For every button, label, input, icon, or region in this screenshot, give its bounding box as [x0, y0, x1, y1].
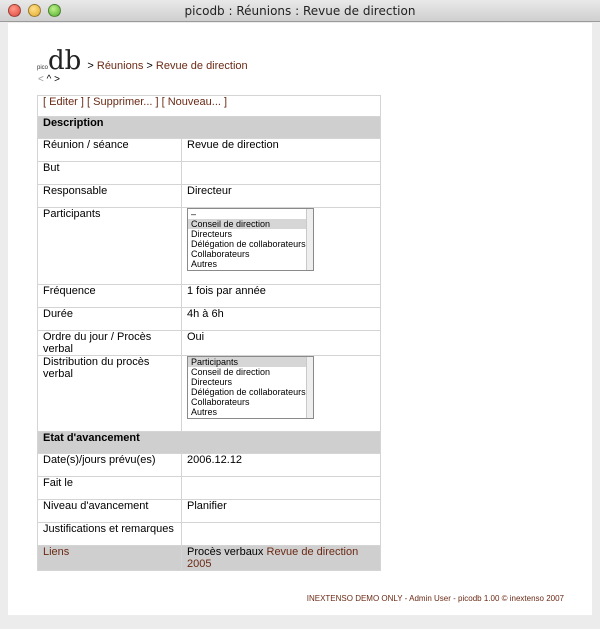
window-title: picodb : Réunions : Revue de direction: [184, 4, 416, 18]
listbox-option[interactable]: Directeurs: [191, 377, 233, 387]
field-row-participants: [38, 208, 381, 285]
field-label: Ordre du jour / Procès verbal: [38, 331, 182, 356]
section-title: Description: [38, 117, 381, 139]
field-value: 1 fois par année: [182, 285, 381, 308]
header-breadcrumb: [37, 48, 248, 74]
field-value: 2006.12.12: [182, 454, 381, 477]
field-label: Fréquence: [38, 285, 182, 308]
actions-row: [38, 96, 381, 117]
record-navigation: [38, 74, 60, 85]
field-value: Oui: [182, 331, 381, 356]
field-value: [182, 477, 381, 500]
up-record-link[interactable]: ^: [46, 74, 52, 85]
field-value: 4h à 6h: [182, 308, 381, 331]
field-label: Durée: [38, 308, 182, 331]
delete-link[interactable]: [ Supprimer... ]: [87, 96, 159, 108]
field-row-distribution: [38, 356, 381, 432]
breadcrumb-current[interactable]: Revue de direction: [155, 60, 248, 72]
field-row-niveau: [38, 500, 381, 523]
field-label: Fait le: [38, 477, 182, 500]
listbox-scrollbar[interactable]: [306, 209, 313, 270]
field-row-justifications: [38, 523, 381, 546]
field-row-but: [38, 162, 381, 185]
field-row-ordre: [38, 331, 381, 356]
field-label: But: [38, 162, 182, 185]
section-title: Etat d'avancement: [38, 432, 381, 454]
field-label: Niveau d'avancement: [38, 500, 182, 523]
title-bar: [0, 0, 600, 22]
listbox-option[interactable]: Délégation de collaborateurs: [191, 239, 306, 249]
field-label: Justifications et remarques: [38, 523, 182, 546]
listbox-option[interactable]: Conseil de direction: [188, 219, 313, 229]
listbox-option[interactable]: –: [191, 209, 197, 219]
listbox-option[interactable]: Collaborateurs: [191, 249, 250, 259]
field-label: Responsable: [38, 185, 182, 208]
field-row-duree: [38, 308, 381, 331]
field-label: Distribution du procès verbal: [38, 356, 182, 432]
breadcrumb-reunions-link[interactable]: Réunions: [96, 60, 144, 72]
participants-listbox[interactable]: [187, 208, 314, 271]
field-label: Réunion / séance: [38, 139, 182, 162]
field-row-reunion: [38, 139, 381, 162]
breadcrumb-separator: >: [87, 60, 94, 72]
listbox-option[interactable]: Délégation de collaborateurs: [191, 387, 306, 397]
field-value: [182, 162, 381, 185]
edit-link[interactable]: [ Editer ]: [43, 96, 84, 108]
field-row-fait-le: [38, 477, 381, 500]
field-row-responsable: [38, 185, 381, 208]
field-value: Directeur: [182, 185, 381, 208]
listbox-scrollbar[interactable]: [306, 357, 313, 418]
field-value: Planifier: [182, 500, 381, 523]
logo-db[interactable]: db: [48, 46, 82, 76]
listbox-option[interactable]: Participants: [188, 357, 313, 367]
field-value: Revue de direction: [182, 139, 381, 162]
footer-text: INEXTENSO DEMO ONLY - Admin User - picodb 1.00 © inextenso 2007: [306, 594, 564, 603]
links-label: Liens: [38, 546, 182, 571]
links-prefix: Procès verbaux: [187, 546, 264, 558]
field-row-frequence: [38, 285, 381, 308]
listbox-option[interactable]: Collaborateurs: [191, 397, 250, 407]
links-row: [38, 546, 381, 571]
field-row-dates: [38, 454, 381, 477]
page-content: [8, 23, 592, 615]
linked-record-link[interactable]: Revue de direction 2005: [187, 546, 359, 570]
section-description: [38, 117, 381, 139]
logo-small-text: pico: [37, 65, 49, 71]
next-record-link[interactable]: >: [54, 74, 60, 85]
section-progress: [38, 432, 381, 454]
field-label: Participants: [38, 208, 182, 285]
listbox-option[interactable]: Conseil de direction: [191, 367, 271, 377]
previous-record-link[interactable]: <: [38, 74, 44, 85]
distribution-listbox[interactable]: [187, 356, 314, 419]
listbox-option[interactable]: Autres: [191, 259, 218, 269]
new-link[interactable]: [ Nouveau... ]: [161, 96, 228, 108]
field-label: Date(s)/jours prévu(es): [38, 454, 182, 477]
field-value: [182, 523, 381, 546]
listbox-option[interactable]: Directeurs: [191, 229, 233, 239]
listbox-option[interactable]: Autres: [191, 407, 218, 417]
breadcrumb-separator: >: [146, 60, 153, 72]
record-table: [37, 95, 381, 571]
